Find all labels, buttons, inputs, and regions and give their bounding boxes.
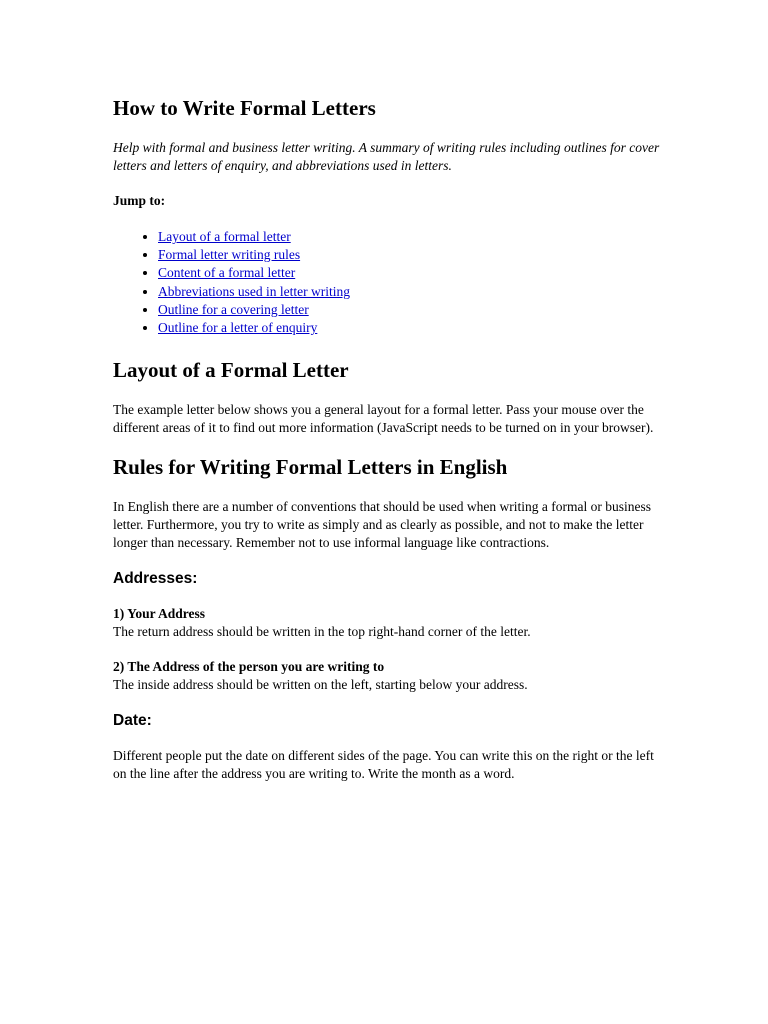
toc-link-layout[interactable]: Layout of a formal letter [158,229,291,244]
toc-link-covering-letter[interactable]: Outline for a covering letter [158,301,309,317]
rules-heading: Rules for Writing Formal Letters in English [113,455,508,480]
recipient-address-paragraph [113,658,663,694]
intro-text: Help with formal and business letter writing. A summary of writing rules including outlines for cover letters and letters of enquiry, and abbreviations used in letters. [113,140,660,173]
toc-item [158,283,663,301]
document-page [113,95,663,800]
toc-link-content[interactable]: Content of a formal letter [158,265,296,281]
toc-link-rules[interactable]: Formal letter writing rules [158,247,301,263]
toc-link-abbreviations[interactable]: Abbreviations used in letter writing [158,283,350,299]
rules-body: In English there are a number of conventions that should be used when writing a formal or business letter. Furthermore, you try to write as simply and as clearly as possible, and not to make the letter longer than necessary. Remember not to use informal language like contractions. [113,499,651,551]
jump-to-label: Jump to: [113,193,166,208]
toc-item [158,264,663,282]
layout-body: The example letter below shows you a general layout for a formal letter. Pass your mouse over the different areas of it to find out more information (JavaScript needs to be turned on in your browser). [113,402,654,436]
your-address-title: 1) Your Address [113,606,206,622]
toc-item [158,319,663,337]
toc-item [158,301,663,319]
toc-item [158,246,663,264]
toc-link-letter-of-enquiry[interactable]: Outline for a letter of enquiry [158,320,318,336]
table-of-contents [113,228,663,337]
your-address-paragraph [113,605,663,641]
layout-heading: Layout of a Formal Letter [113,358,349,383]
recipient-address-title: 2) The Address of the person you are writing to [113,659,385,675]
page-title: How to Write Formal Letters [113,96,376,120]
your-address-body: The return address should be written in the top right-hand corner of the letter. [113,624,531,640]
addresses-heading: Addresses: [113,570,198,588]
date-heading: Date: [113,712,152,730]
recipient-address-body: The inside address should be written on the left, starting below your address. [113,677,528,693]
date-body: Different people put the date on different sides of the page. You can write this on the right or the left on the line after the address you are writing to. Write the month as a word. [113,748,654,782]
toc-item [158,228,663,246]
